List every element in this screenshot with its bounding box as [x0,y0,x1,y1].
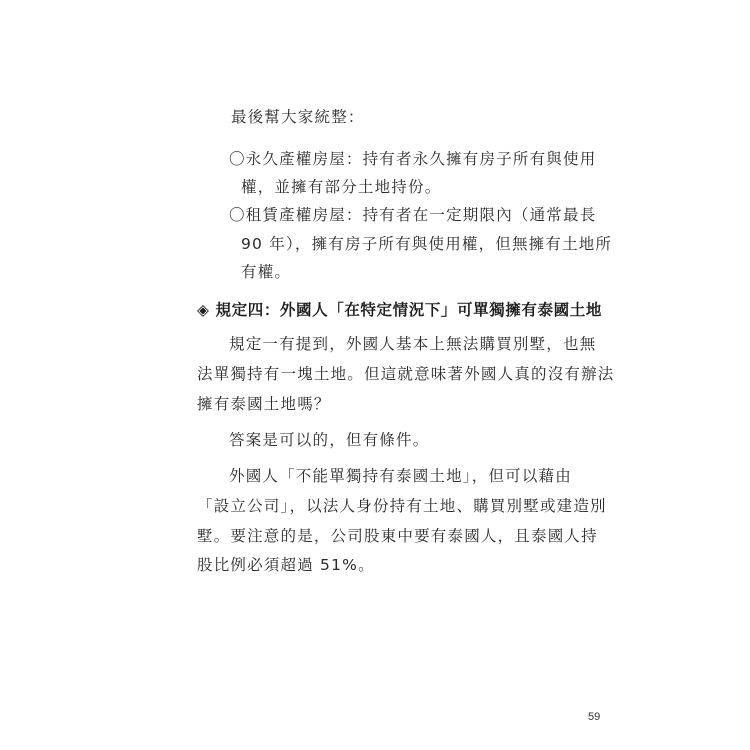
ownership-permanent-line-2: 權，並擁有部分土地持份。 [241,178,442,196]
summary-intro: 最後幫大家統整： [231,108,365,126]
ownership-lease-line-2: 90 年），擁有房子所有與使用權，但無擁有土地所 [241,235,613,253]
page-number: 59 [588,711,601,723]
paragraph-3-line-2: 「設立公司」，以法人身份持有土地、購買別墅或建造別 [197,497,607,515]
ownership-lease-line-3: 有權。 [241,263,292,281]
ownership-permanent-line-1: 〇永久產權房屋：持有者永久擁有房子所有與使用 [229,150,597,168]
section-heading: ◈ 規定四：外國人「在特定情況下」可單獨擁有泰國土地 [197,301,602,319]
paragraph-1-line-2: 法單獨持有一塊土地。但這就意味著外國人真的沒有辦法 [197,365,615,383]
paragraph-2-line-1: 答案是可以的，但有條件。 [229,431,430,449]
ownership-lease-line-1: 〇租賃產權房屋：持有者在一定期限內（通常最長 [229,206,597,224]
paragraph-3-line-3: 墅。要注意的是，公司股東中要有泰國人，且泰國人持 [197,527,598,545]
paragraph-1-line-3: 擁有泰國土地嗎？ [197,395,331,413]
paragraph-1-line-1: 規定一有提到，外國人基本上無法購買別墅，也無 [229,335,597,353]
paragraph-3-line-1: 外國人「不能單獨持有泰國土地」，但可以藉由 [229,467,572,485]
paragraph-3-line-4: 股比例必須超過 51%。 [197,556,375,574]
